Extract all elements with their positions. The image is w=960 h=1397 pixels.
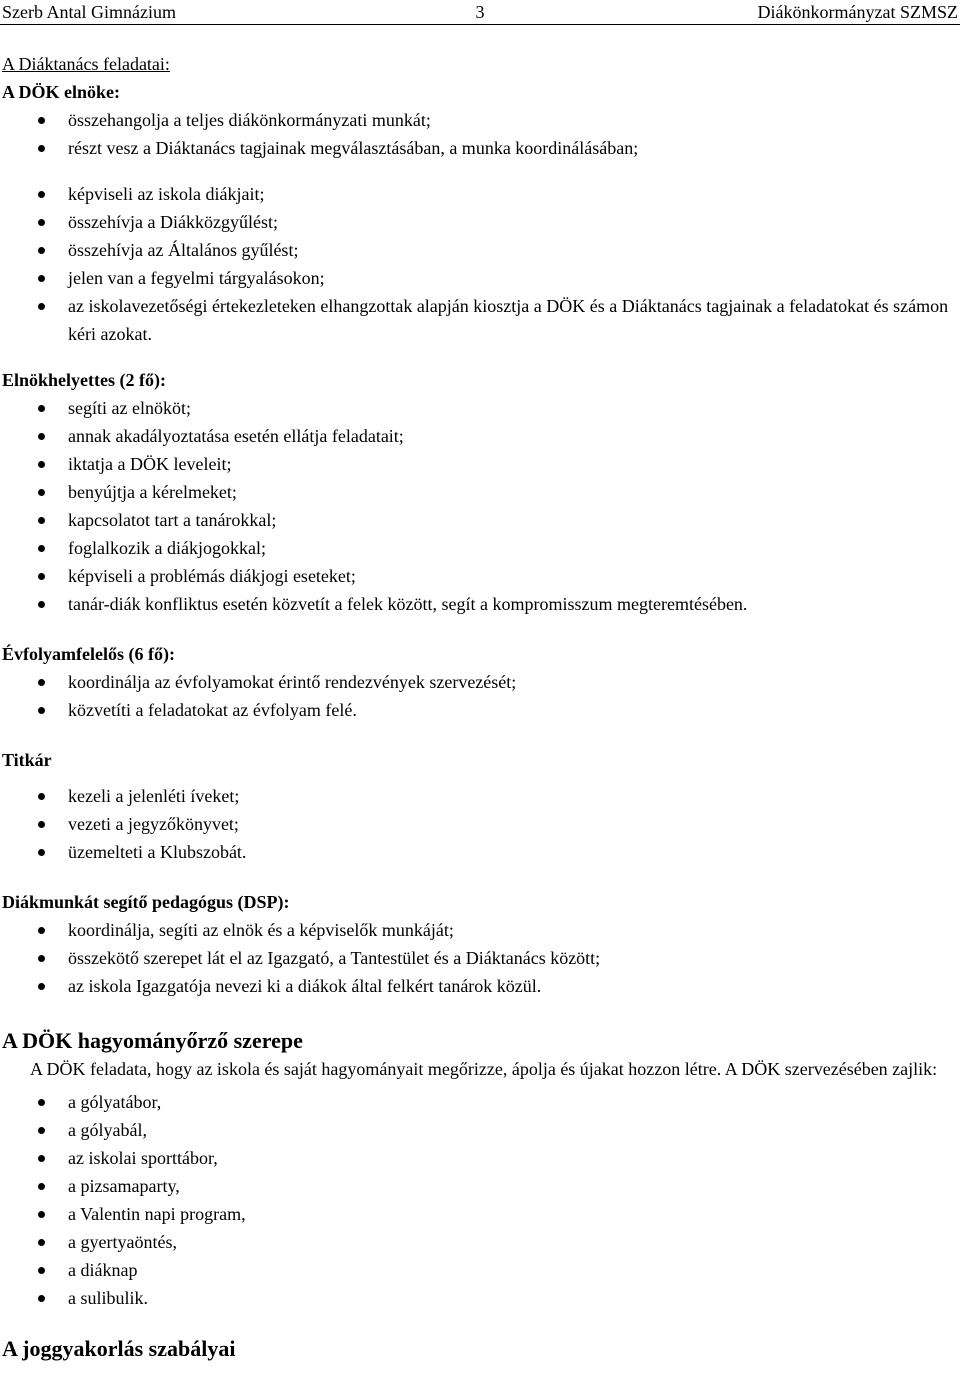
list-item: a Valentin napi program, <box>2 1200 958 1228</box>
tradition-list <box>2 1088 958 1312</box>
list-item: a diáknap <box>2 1256 958 1284</box>
list-item: képviseli az iskola diákjait; <box>2 180 958 208</box>
president-list-cont <box>2 180 958 348</box>
document-body <box>2 50 958 1364</box>
page-header <box>0 0 960 25</box>
list-item: annak akadályoztatása esetén ellátja feladatait; <box>2 422 958 450</box>
list-item: koordinálja az évfolyamokat érintő rendezvények szervezését; <box>2 668 958 696</box>
list-item: a gólyatábor, <box>2 1088 958 1116</box>
list-item: iktatja a DÖK leveleit; <box>2 450 958 478</box>
tradition-heading: A DÖK hagyományőrző szerepe <box>2 1028 303 1053</box>
secretary-list <box>2 782 958 866</box>
list-item: összehívja a Diákközgyűlést; <box>2 208 958 236</box>
dsp-list <box>2 916 958 1000</box>
vice-president-list <box>2 394 958 618</box>
rights-heading: A joggyakorlás szabályai <box>2 1336 236 1361</box>
list-item: összehangolja a teljes diákönkormányzati munkát; <box>2 106 958 134</box>
list-item: az iskolavezetőségi értekezleteken elhangzottak alapján kiosztja a DÖK és a Diáktanács tagjainak a feladatokat és számon kéri azokat. <box>2 292 958 348</box>
list-item: az iskola Igazgatója nevezi ki a diákok által felkért tanárok közül. <box>2 972 958 1000</box>
list-item: üzemelteti a Klubszobát. <box>2 838 958 866</box>
list-item: összekötő szerepet lát el az Igazgató, a Tantestület és a Diáktanács között; <box>2 944 958 972</box>
header-school-name: Szerb Antal Gimnázium <box>2 2 176 22</box>
list-item: a pizsamaparty, <box>2 1172 958 1200</box>
list-item: jelen van a fegyelmi tárgyalásokon; <box>2 264 958 292</box>
president-list <box>2 106 958 162</box>
header-document-title: Diákönkormányzat SZMSZ <box>757 2 958 22</box>
list-item: az iskolai sporttábor, <box>2 1144 958 1172</box>
president-heading: A DÖK elnöke: <box>2 82 121 102</box>
list-item: segíti az elnököt; <box>2 394 958 422</box>
year-rep-heading: Évfolyamfelelős (6 fő): <box>2 644 175 664</box>
vice-president-heading: Elnökhelyettes (2 fő): <box>2 370 166 390</box>
list-item: a gólyabál, <box>2 1116 958 1144</box>
secretary-heading: Titkár <box>2 750 52 770</box>
section-title: A Diáktanács feladatai: <box>2 54 170 74</box>
list-item: közvetíti a feladatokat az évfolyam felé. <box>2 696 958 724</box>
list-item: kezeli a jelenléti íveket; <box>2 782 958 810</box>
list-item: összehívja az Általános gyűlést; <box>2 236 958 264</box>
list-item: a gyertyaöntés, <box>2 1228 958 1256</box>
list-item: tanár-diák konfliktus esetén közvetít a felek között, segít a kompromisszum megteremtésében. <box>2 590 958 618</box>
list-item: képviseli a problémás diákjogi eseteket; <box>2 562 958 590</box>
header-page-number: 3 <box>475 2 485 22</box>
list-item: részt vesz a Diáktanács tagjainak megválasztásában, a munka koordinálásában; <box>2 134 958 162</box>
list-item: benyújtja a kérelmeket; <box>2 478 958 506</box>
list-item: foglalkozik a diákjogokkal; <box>2 534 958 562</box>
list-item: koordinálja, segíti az elnök és a képviselők munkáját; <box>2 916 958 944</box>
list-item: kapcsolatot tart a tanárokkal; <box>2 506 958 534</box>
list-item: vezeti a jegyzőkönyvet; <box>2 810 958 838</box>
dsp-heading: Diákmunkát segítő pedagógus (DSP): <box>2 892 290 912</box>
year-rep-list <box>2 668 958 724</box>
tradition-paragraph: A DÖK feladata, hogy az iskola és saját hagyományait megőrizze, ápolja és újakat hozzon létre. A DÖK szervezésében zajlik: <box>30 1059 938 1079</box>
list-item: a sulibulik. <box>2 1284 958 1312</box>
